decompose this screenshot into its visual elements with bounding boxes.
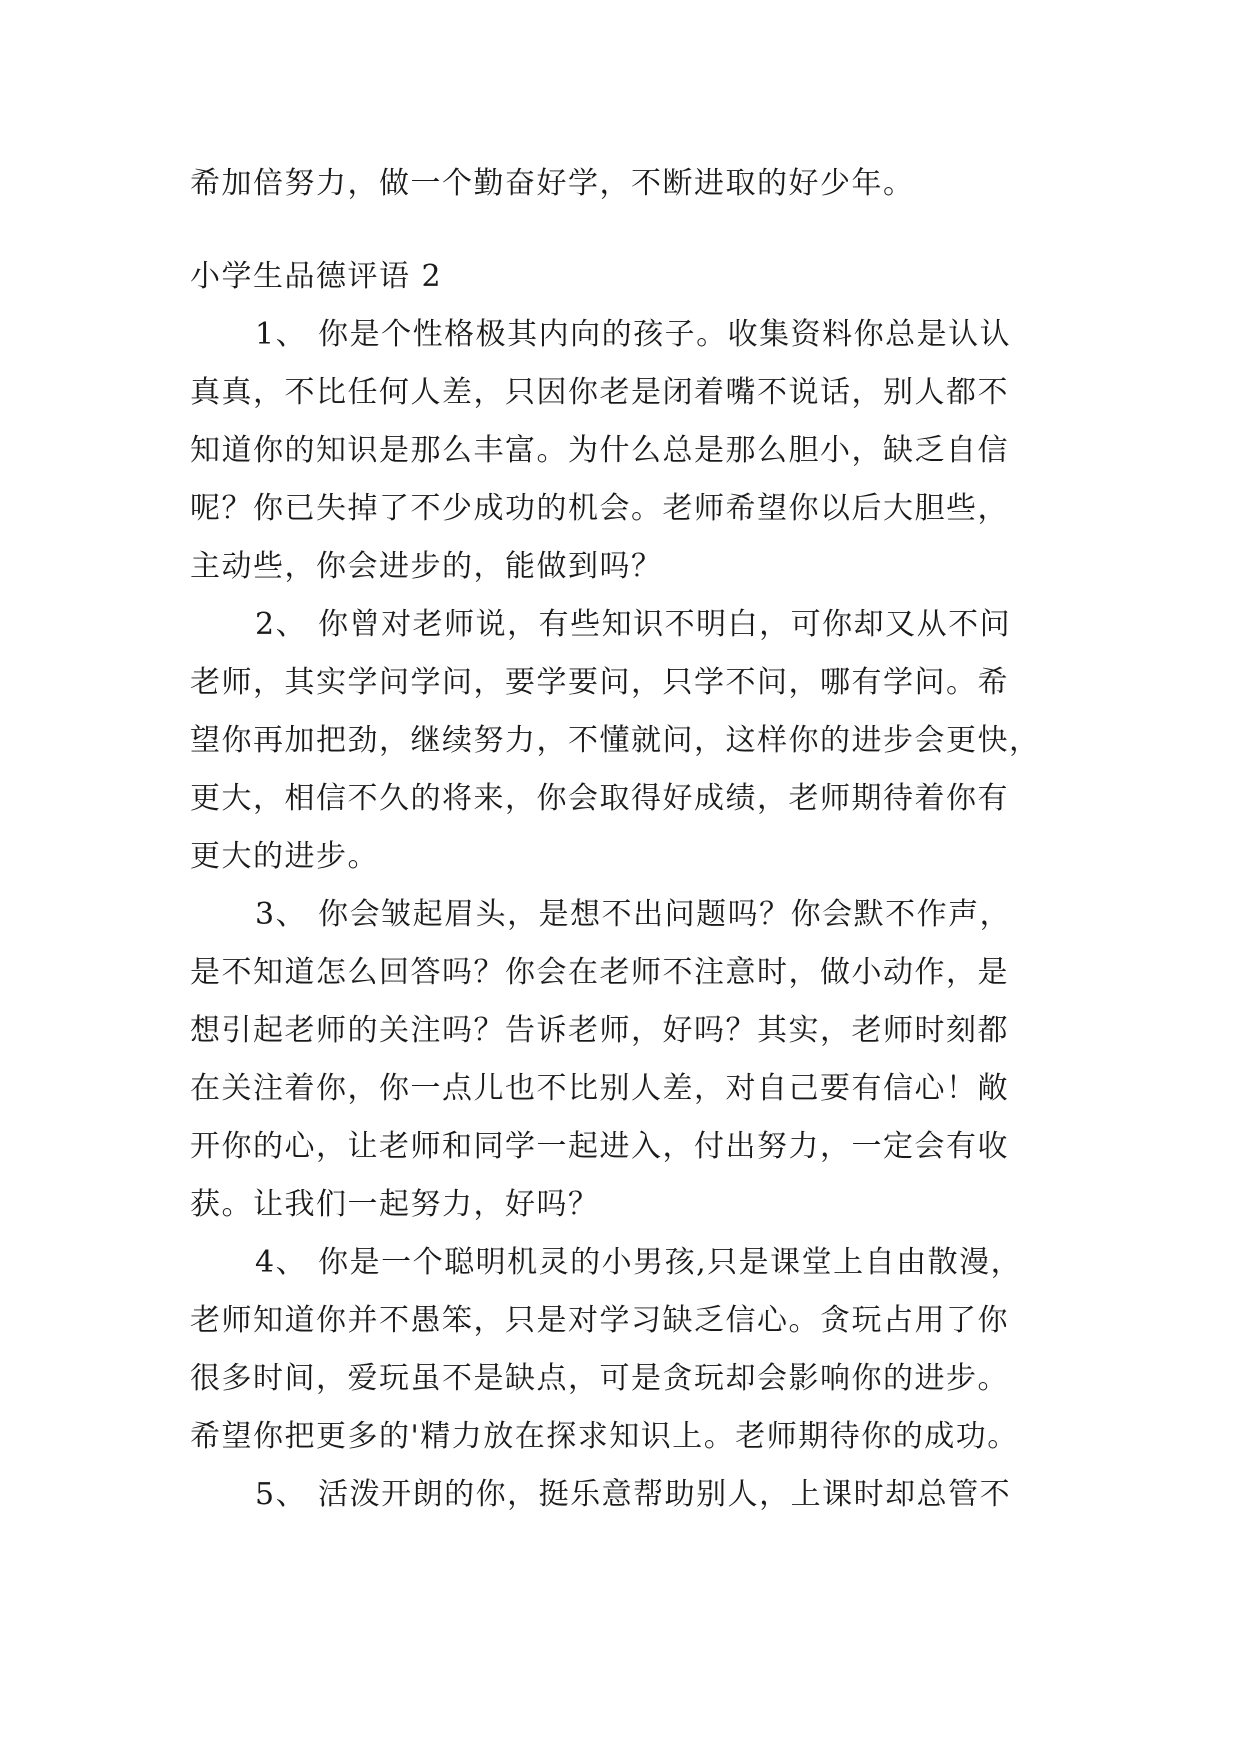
comment-2-line: 更大的进步。 — [190, 839, 379, 874]
comment-1-line: 知道你的知识是那么丰富。为什么总是那么胆小，缺乏自信 — [190, 433, 1009, 468]
comment-1-line: 真真，不比任何人差，只因你老是闭着嘴不说话，别人都不 — [190, 375, 1009, 410]
comment-4-line: 希望你把更多的'精力放在探求知识上。老师期待你的成功。 — [190, 1419, 1019, 1454]
text-line: 希加倍努力，做一个勤奋好学，不断进取的好少年。 — [190, 166, 915, 201]
comment-1-line: 1、 你是个性格极其内向的孩子。收集资料你总是认认 — [255, 317, 1012, 352]
comment-4-line: 4、 你是一个聪明机灵的小男孩,只是课堂上自由散漫， — [255, 1245, 1023, 1280]
comment-3-line: 是不知道怎么回答吗？你会在老师不注意时，做小动作，是 — [190, 955, 1009, 990]
comment-5-line: 5、 活泼开朗的你，挺乐意帮助别人，上课时却总管不 — [255, 1477, 1012, 1512]
comment-3-line: 3、 你会皱起眉头，是想不出问题吗？你会默不作声， — [255, 897, 1012, 932]
comment-3-line: 开你的心，让老师和同学一起进入，付出努力，一定会有收 — [190, 1129, 1009, 1164]
comment-4-line: 老师知道你并不愚笨，只是对学习缺乏信心。贪玩占用了你 — [190, 1303, 1009, 1338]
comment-2-line: 更大，相信不久的将来，你会取得好成绩，老师期待着你有 — [190, 781, 1009, 816]
comment-2-line: 老师，其实学问学问，要学要问，只学不问，哪有学问。希 — [190, 665, 1009, 700]
comment-1-line: 呢？你已失掉了不少成功的机会。老师希望你以后大胆些， — [190, 491, 1009, 526]
comment-1-line: 主动些，你会进步的，能做到吗？ — [190, 549, 663, 584]
section-heading: 小学生品德评语 2 — [190, 259, 443, 294]
comment-3-line: 获。让我们一起努力，好吗？ — [190, 1187, 600, 1222]
comment-2-line: 2、 你曾对老师说，有些知识不明白，可你却又从不问 — [255, 607, 1012, 642]
comment-3-line: 在关注着你，你一点儿也不比别人差，对自己要有信心！敞 — [190, 1071, 1009, 1106]
comment-3-line: 想引起老师的关注吗？告诉老师，好吗？其实，老师时刻都 — [190, 1013, 1009, 1048]
comment-4-line: 很多时间，爱玩虽不是缺点，可是贪玩却会影响你的进步。 — [190, 1361, 1009, 1396]
comment-2-line: 望你再加把劲，继续努力，不懂就问，这样你的进步会更快， — [190, 723, 1041, 758]
